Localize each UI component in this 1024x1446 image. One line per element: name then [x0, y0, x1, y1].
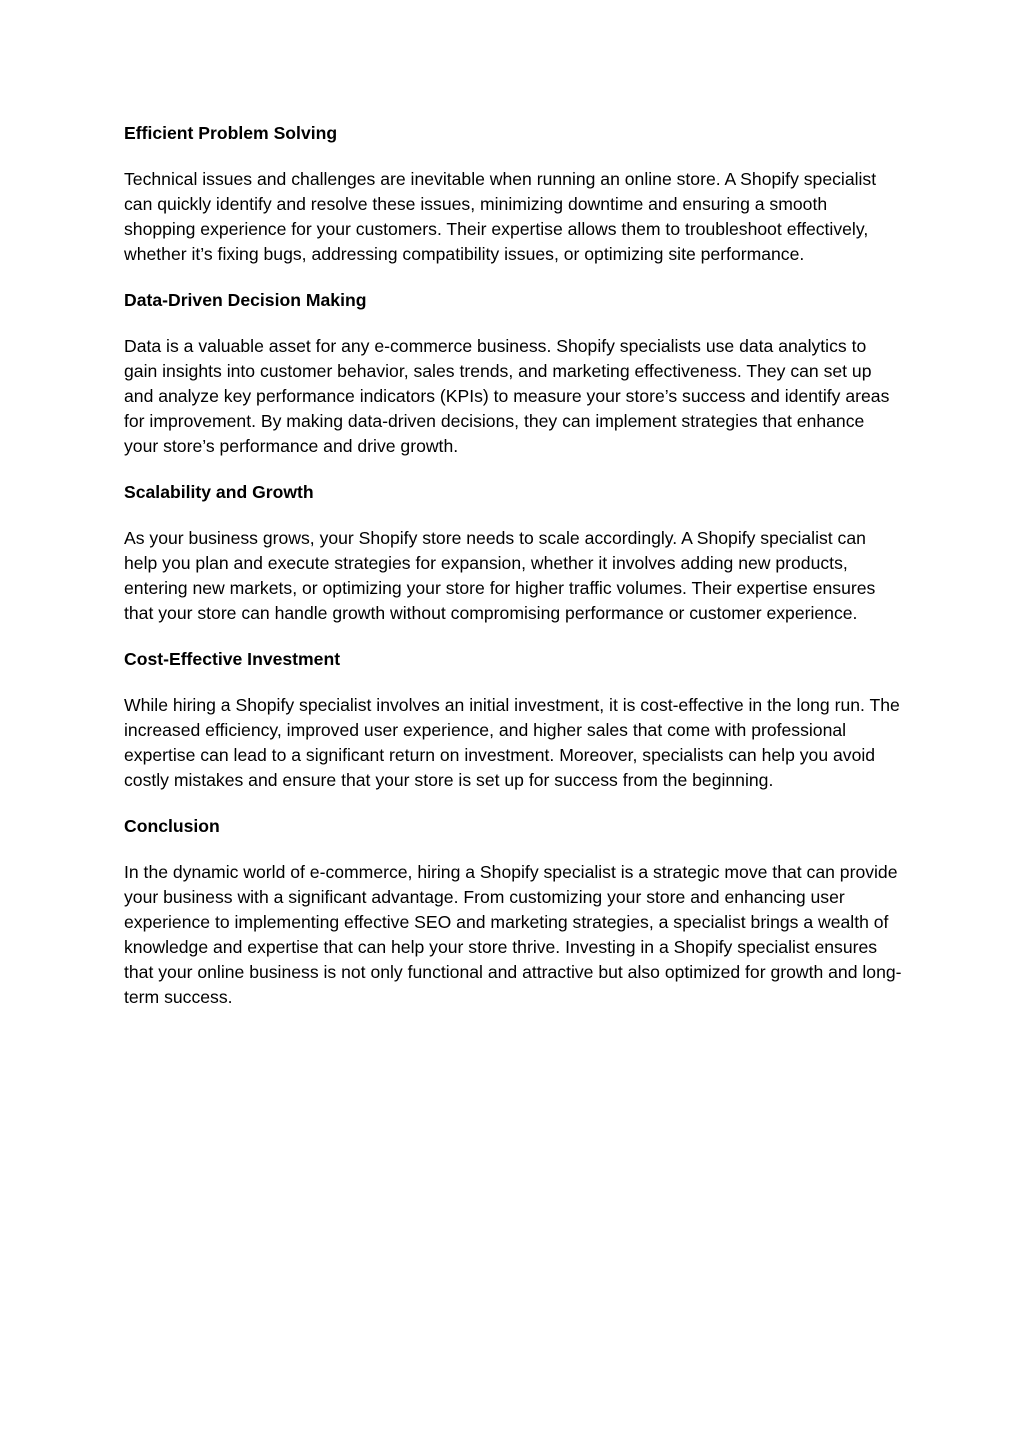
- section-heading: Efficient Problem Solving: [124, 123, 338, 143]
- section-efficient-problem-solving: [124, 121, 902, 267]
- section-paragraph: Data is a valuable asset for any e-commerce business. Shopify specialists use data analytics to gain insights into customer behavior, sales trends, and marketing effectiveness. They can set up and analyze key performance indicators (KPIs) to measure your store’s success and identify areas for improvement. By making data-driven decisions, they can implement strategies that enhance your store’s performance and drive growth.: [124, 336, 890, 456]
- section-paragraph: Technical issues and challenges are inevitable when running an online store. A Shopify specialist can quickly identify and resolve these issues, minimizing downtime and ensuring a smooth shopping experience for your customers. Their expertise allows them to troubleshoot effectively, whether it’s fixing bugs, addressing compatibility issues, or optimizing site performance.: [124, 169, 877, 264]
- section-heading: Data-Driven Decision Making: [124, 290, 367, 310]
- section-data-driven-decision-making: [124, 288, 902, 459]
- section-heading: Scalability and Growth: [124, 482, 314, 502]
- section-cost-effective-investment: [124, 647, 902, 793]
- section-paragraph: As your business grows, your Shopify store needs to scale accordingly. A Shopify specialist can help you plan and execute strategies for expansion, whether it involves adding new products, entering new markets, or optimizing your store for higher traffic volumes. Their expertise ensures that your store can handle growth without compromising performance or customer experience.: [124, 528, 876, 623]
- section-heading: Conclusion: [124, 816, 220, 836]
- section-paragraph: In the dynamic world of e-commerce, hiring a Shopify specialist is a strategic move that can provide your business with a significant advantage. From customizing your store and enhancing user experience to implementing effective SEO and marketing strategies, a specialist brings a wealth of knowledge and expertise that can help your store thrive. Investing in a Shopify specialist ensures that your online business is not only functional and attractive but also optimized for growth and long-term success.: [124, 862, 902, 1007]
- section-scalability-and-growth: [124, 480, 902, 626]
- section-paragraph: While hiring a Shopify specialist involves an initial investment, it is cost-effective in the long run. The increased efficiency, improved user experience, and higher sales that come with professional expertise can lead to a significant return on investment. Moreover, specialists can help you avoid costly mistakes and ensure that your store is set up for success from the beginning.: [124, 695, 900, 790]
- section-heading: Cost-Effective Investment: [124, 649, 341, 669]
- section-conclusion: [124, 814, 902, 1010]
